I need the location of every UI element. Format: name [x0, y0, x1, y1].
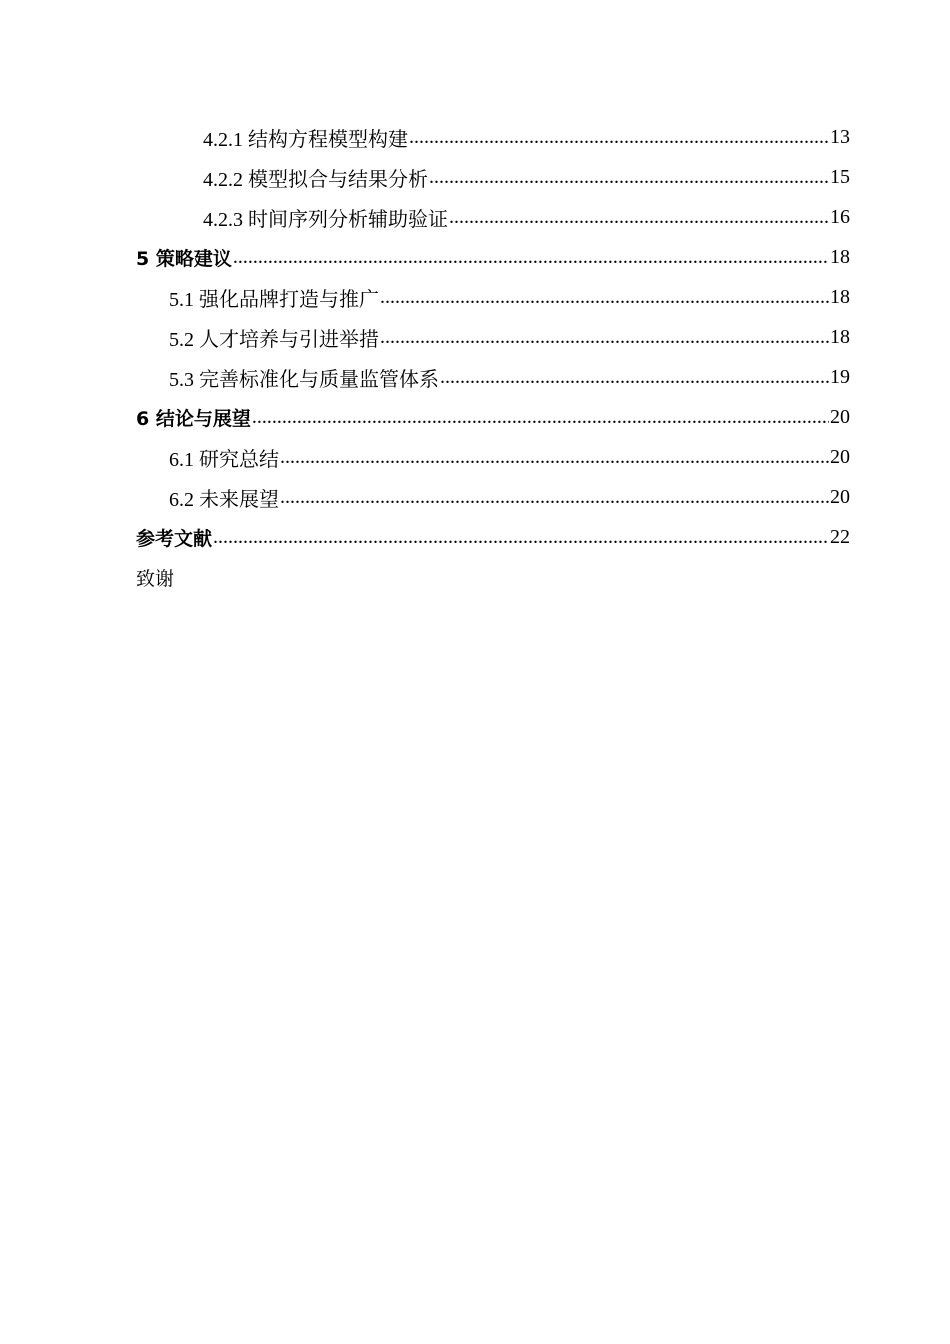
toc-chapter-title: 6 结论与展望	[136, 407, 251, 430]
toc-page-number: 20	[830, 485, 850, 508]
toc-entry-title: 5.3 完善标准化与质量监管体系	[169, 368, 439, 391]
toc-leader-dots	[233, 246, 829, 269]
toc-leader-dots	[213, 526, 829, 549]
toc-page-number: 19	[830, 365, 850, 388]
toc-page-number: 16	[830, 205, 850, 228]
toc-entry-title: 5.2 人才培养与引进举措	[169, 328, 379, 351]
toc-chapter-entry[interactable]	[0, 397, 950, 437]
toc-page-number: 20	[830, 445, 850, 468]
toc-entry-title: 6.2 未来展望	[169, 488, 279, 511]
toc-entry[interactable]	[0, 157, 950, 197]
toc-leader-dots	[380, 286, 829, 309]
toc-chapter-title: 参考文献	[136, 527, 213, 550]
toc-leader-dots	[409, 126, 829, 149]
toc-chapter-title: 致谢	[136, 567, 175, 590]
toc-page-number: 15	[830, 165, 850, 188]
toc-leader-dots	[449, 206, 829, 229]
toc-leader-dots	[280, 486, 829, 509]
toc-entry[interactable]	[0, 197, 950, 237]
toc-chapter-entry[interactable]	[0, 557, 950, 597]
toc-entry[interactable]	[0, 117, 950, 157]
toc-entry[interactable]	[0, 477, 950, 517]
toc-page-number: 20	[830, 405, 850, 428]
table-of-contents	[0, 117, 950, 597]
toc-page-number: 22	[830, 525, 850, 548]
toc-entry-title: 4.2.3 时间序列分析辅助验证	[203, 208, 448, 231]
toc-page-number: 18	[830, 285, 850, 308]
toc-entry[interactable]	[0, 437, 950, 477]
toc-entry[interactable]	[0, 277, 950, 317]
toc-entry-title: 5.1 强化品牌打造与推广	[169, 288, 379, 311]
toc-leader-dots	[380, 326, 829, 349]
toc-entry-title: 4.2.1 结构方程模型构建	[203, 128, 408, 151]
toc-chapter-title: 5 策略建议	[136, 247, 232, 270]
toc-chapter-entry[interactable]	[0, 237, 950, 277]
toc-page-number: 18	[830, 325, 850, 348]
toc-page-number: 18	[830, 245, 850, 268]
toc-leader-dots	[429, 166, 829, 189]
toc-leader-dots	[440, 366, 829, 389]
toc-page-number: 13	[830, 125, 850, 148]
toc-entry[interactable]	[0, 317, 950, 357]
toc-leader-dots	[280, 446, 829, 469]
toc-entry-title: 6.1 研究总结	[169, 448, 279, 471]
toc-leader-dots	[252, 406, 829, 429]
toc-entry-title: 4.2.2 模型拟合与结果分析	[203, 168, 428, 191]
toc-entry[interactable]	[0, 357, 950, 397]
toc-chapter-entry[interactable]	[0, 517, 950, 557]
